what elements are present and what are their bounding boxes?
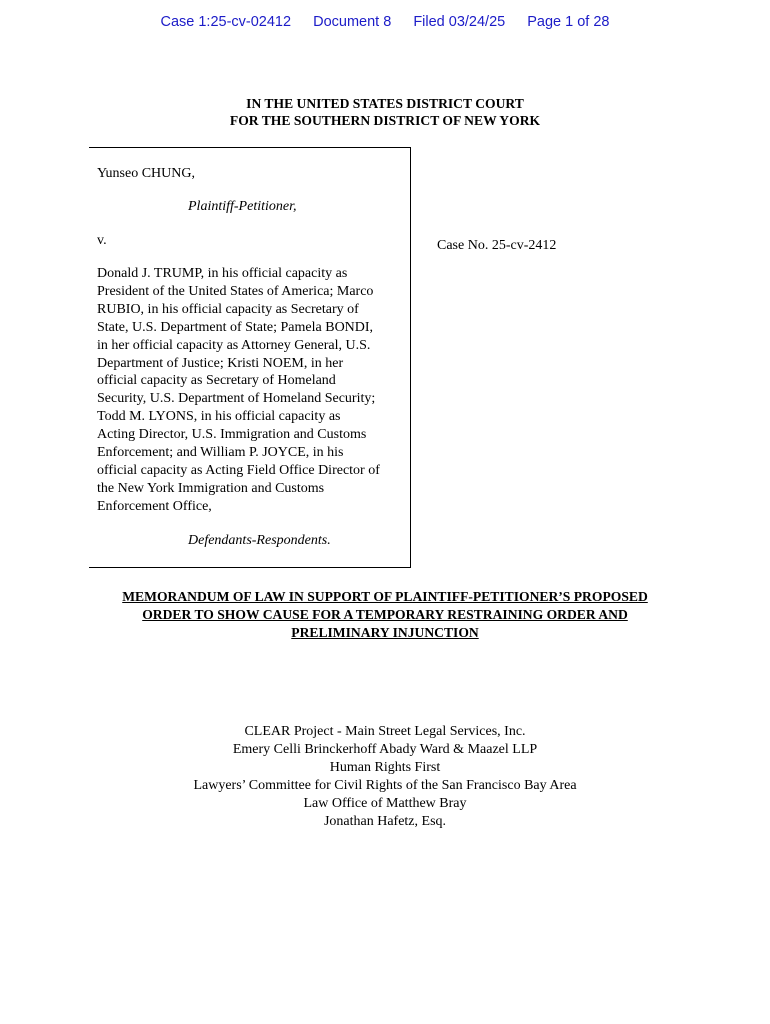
defendants-line: RUBIO, in his official capacity as Secretary of	[97, 301, 359, 317]
defendants-line: Donald J. TRUMP, in his official capacity as	[97, 266, 348, 281]
defendants-role: Defendants-Respondents.	[188, 533, 331, 548]
plaintiff-name: Yunseo CHUNG,	[97, 166, 195, 181]
ecf-document-number: Document 8	[313, 14, 392, 30]
defendants-line: Enforcement; and William P. JOYCE, in his	[97, 445, 344, 461]
counsel-list	[0, 723, 770, 831]
defendants-line: Department of Justice; Kristi NOEM, in her	[97, 355, 344, 371]
counsel-entry: Law Office of Matthew Bray	[303, 796, 467, 811]
memorandum-title-line-3: PRELIMINARY INJUNCTION	[291, 625, 479, 640]
counsel-entry: Emery Celli Brinckerhoff Abady Ward & Maazel LLP	[232, 742, 538, 757]
ecf-header	[0, 14, 770, 30]
memorandum-title	[60, 588, 710, 642]
defendants-list	[97, 265, 409, 516]
memorandum-title-line-1: MEMORANDUM OF LAW IN SUPPORT OF PLAINTIFF-PETITIONER’S PROPOSED	[122, 589, 648, 604]
counsel-entry: Human Rights First	[329, 760, 441, 775]
defendants-line: Todd M. LYONS, in his official capacity as	[97, 409, 341, 425]
defendants-line: the New York Immigration and Customs	[97, 480, 325, 496]
defendants-line: Acting Director, U.S. Immigration and Customs	[97, 427, 367, 443]
court-title-line-1: IN THE UNITED STATES DISTRICT COURT	[246, 96, 524, 111]
defendants-line: Security, U.S. Department of Homeland Security;	[97, 391, 376, 407]
ecf-filed-date: Filed 03/24/25	[413, 14, 506, 30]
defendants-line: in her official capacity as Attorney General, U.S.	[97, 337, 371, 353]
counsel-entry: Jonathan Hafetz, Esq.	[323, 814, 447, 829]
ecf-page-count: Page 1 of 28	[527, 14, 610, 30]
court-title	[0, 95, 770, 129]
defendants-line: State, U.S. Department of State; Pamela BONDI,	[97, 319, 374, 335]
memorandum-title-line-2: ORDER TO SHOW CAUSE FOR A TEMPORARY RESTRAINING ORDER AND	[142, 607, 628, 622]
case-number: Case No. 25-cv-2412	[437, 238, 557, 253]
plaintiff-role: Plaintiff-Petitioner,	[188, 199, 297, 214]
versus-label: v.	[97, 233, 107, 248]
court-title-line-2: FOR THE SOUTHERN DISTRICT OF NEW YORK	[229, 113, 541, 128]
counsel-entry: Lawyers’ Committee for Civil Rights of the San Francisco Bay Area	[193, 778, 577, 793]
defendants-line: official capacity as Acting Field Office Director of	[97, 462, 380, 478]
defendants-line: President of the United States of America; Marco	[97, 283, 374, 299]
defendants-line: Enforcement Office,	[97, 498, 212, 514]
ecf-case-number: Case 1:25-cv-02412	[160, 14, 292, 30]
counsel-entry: CLEAR Project - Main Street Legal Services, Inc.	[244, 724, 526, 739]
defendants-line: official capacity as Secretary of Homeland	[97, 373, 336, 389]
